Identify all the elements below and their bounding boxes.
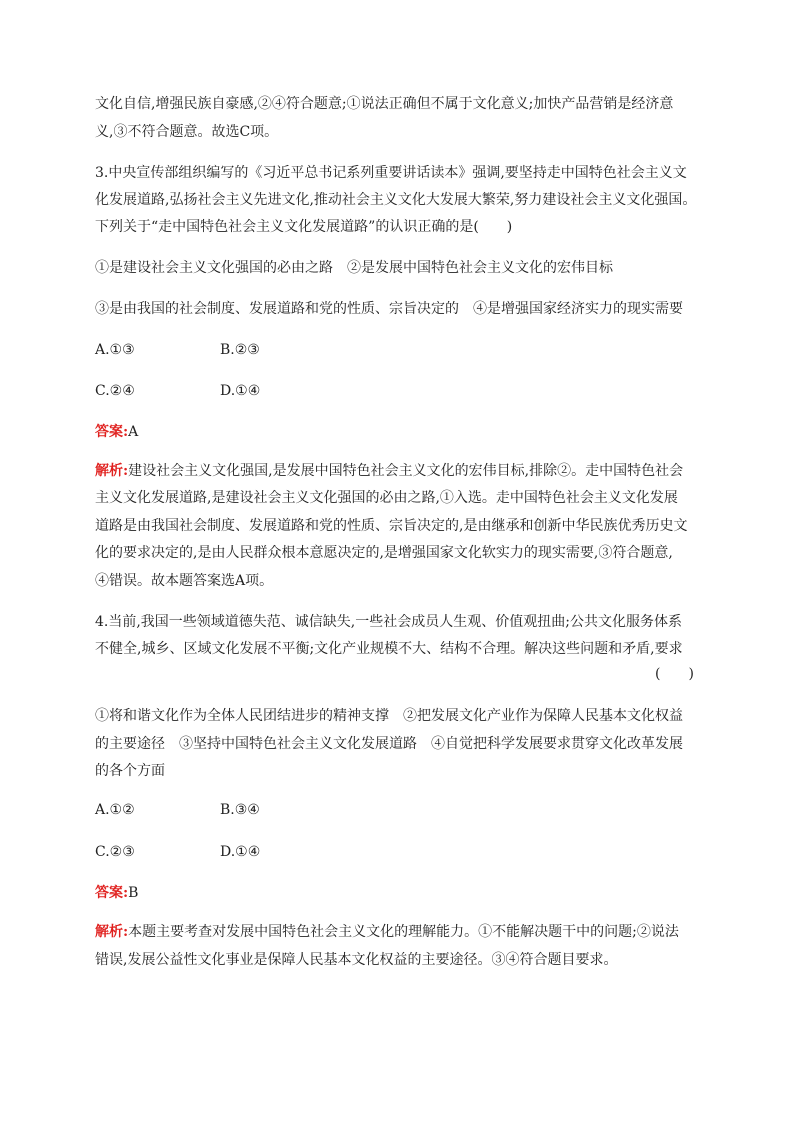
q3-option-c: C.②④: [95, 383, 135, 399]
q3-option-b: B.②③: [220, 342, 260, 358]
q3-explanation-line-5: ④错误。故本题答案选A项。: [95, 573, 274, 589]
q3-explanation-line-2: 主义文化发展道路,是建设社会主义文化强国的必由之路,①入选。走中国特色社会主义文化发展: [95, 490, 678, 506]
q3-explanation-text-1: 建设社会主义文化强国,是发展中国特色社会主义文化的宏伟目标,排除②。走中国特色社会: [128, 463, 684, 479]
q3-option-d: D.①④: [220, 383, 261, 399]
q3-statement-line-2: ③是由我国的社会制度、发展道路和党的性质、宗旨决定的 ④是增强国家经济实力的现实需要: [95, 301, 683, 317]
q4-stem-line-2: 不健全,城乡、区域文化发展不平衡;文化产业规模不大、结构不合理。解决这些问题和矛盾,要求: [95, 641, 683, 657]
q3-stem-line-2: 化发展道路,弘扬社会主义先进文化,推动社会主义文化大发展大繁荣,努力建设社会主义文化强国。: [95, 192, 697, 208]
q4-option-a: A.①②: [95, 802, 135, 818]
q4-answer-value: B: [128, 885, 139, 901]
q4-statement-line-2: 的主要途径 ③坚持中国特色社会主义文化发展道路 ④自觉把科学发展要求贯穿文化改革发展: [95, 736, 683, 752]
q4-answer: [95, 883, 138, 903]
q4-explanation-line-1: [95, 922, 679, 942]
q4-option-d: D.①④: [220, 844, 261, 860]
q3-explanation-line-1: [95, 461, 683, 481]
q3-statement-line-1: ①是建设社会主义文化强国的必由之路 ②是发展中国特色社会主义文化的宏伟目标: [95, 260, 613, 276]
q3-answer-value: A: [128, 424, 139, 440]
q4-statement-line-3: 的各个方面: [95, 763, 165, 779]
q4-stem-line-1: 4.当前,我国一些领域道德失范、诚信缺失,一些社会成员人生观、价值观扭曲;公共文化服务体系: [95, 614, 682, 630]
q4-explanation-text-1: 本题主要考查对发展中国特色社会主义文化的理解能力。①不能解决题干中的问题;②说法: [128, 924, 679, 940]
q3-explanation-label: 解析:: [95, 463, 129, 479]
q4-explanation-line-2: 错误,发展公益性文化事业是保障人民基本文化权益的主要途径。③④符合题目要求。: [95, 952, 618, 968]
q3-stem-line-3: 下列关于“走中国特色社会主义文化发展道路”的认识正确的是( ): [95, 219, 513, 235]
prev-explanation-line-1: 文化自信,增强民族自豪感,②④符合题意;①说法正确但不属于文化意义;加快产品营销是经济意: [95, 96, 674, 112]
q3-stem-line-1: 3.中央宣传部组织编写的《习近平总书记系列重要讲话读本》强调,要坚持走中国特色社会主义文: [95, 165, 687, 181]
q4-explanation-label: 解析:: [95, 924, 129, 940]
q3-option-a: A.①③: [95, 342, 135, 358]
q4-statement-line-1: ①将和谐文化作为全体人民团结进步的精神支撑 ②把发展文化产业作为保障人民基本文化权益: [95, 708, 683, 724]
prev-explanation-line-2: 义,③不符合题意。故选C项。: [95, 124, 279, 140]
q4-answer-paren: ( ): [655, 666, 694, 682]
q3-explanation-line-3: 道路是由我国社会制度、发展道路和党的性质、宗旨决定的,是由继承和创新中华民族优秀历史文: [95, 518, 688, 534]
q3-answer-label: 答案:: [95, 424, 129, 440]
q4-option-b: B.③④: [220, 802, 260, 818]
q4-answer-label: 答案:: [95, 885, 129, 901]
q4-option-c: C.②③: [95, 844, 135, 860]
q3-answer: [95, 422, 138, 442]
q3-explanation-line-4: 化的要求决定的,是由人民群众根本意愿决定的,是增强国家文化软实力的现实需要,③符合题意,: [95, 545, 673, 561]
